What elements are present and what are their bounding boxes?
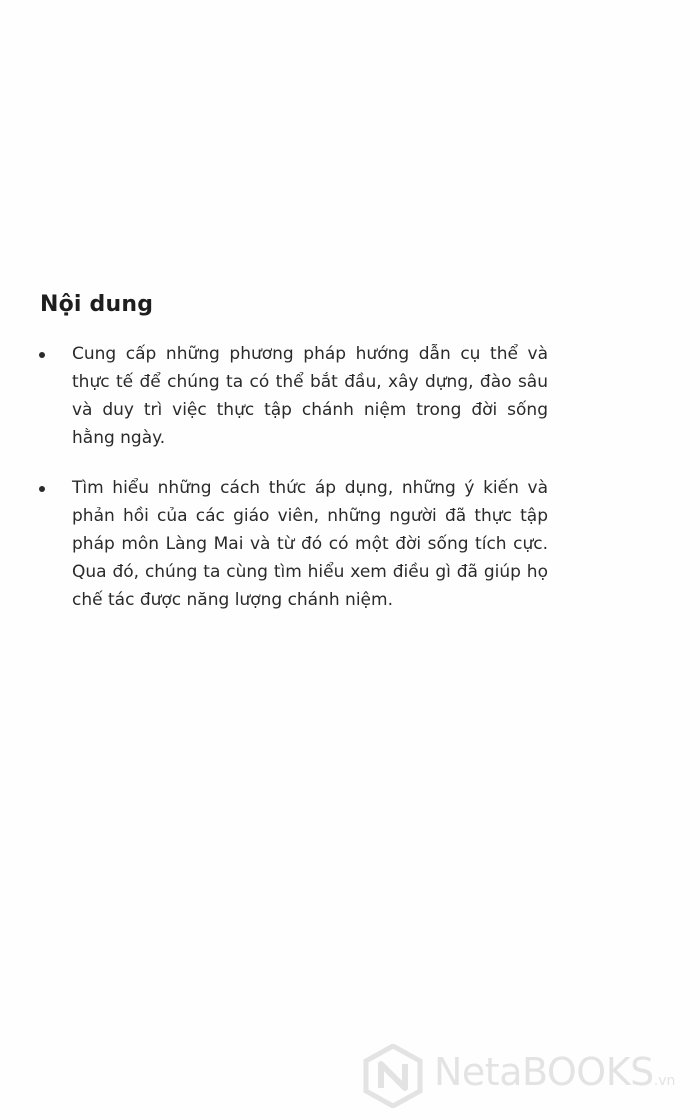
list-item	[0, 474, 548, 614]
bullet-icon	[39, 486, 45, 492]
watermark-brand: NetaBOOKS	[434, 1050, 654, 1094]
list-item-text: Tìm hiểu những cách thức áp dụng, những ý kiến và phản hồi của các giáo viên, những người đã thực tập pháp môn Làng Mai và từ đó có một đời sống tích cực. Qua đó, chúng ta cùng tìm hiểu xem điều gì đã giúp họ chế tác được năng lượng chánh niệm.	[72, 478, 548, 610]
bullet-icon	[39, 352, 45, 358]
watermark-text	[434, 1050, 675, 1094]
list-item	[0, 340, 548, 452]
watermark-suffix: .vn	[653, 1073, 676, 1089]
watermark-logo	[362, 1044, 682, 1108]
content-list	[0, 340, 700, 636]
section-heading: Nội dung	[40, 292, 154, 317]
netabooks-logo-icon	[362, 1044, 424, 1108]
list-item-text: Cung cấp những phương pháp hướng dẫn cụ thể và thực tế để chúng ta có thể bắt đầu, xây dựng, đào sâu và duy trì việc thực tập chánh niệm trong đời sống hằng ngày.	[72, 344, 548, 448]
